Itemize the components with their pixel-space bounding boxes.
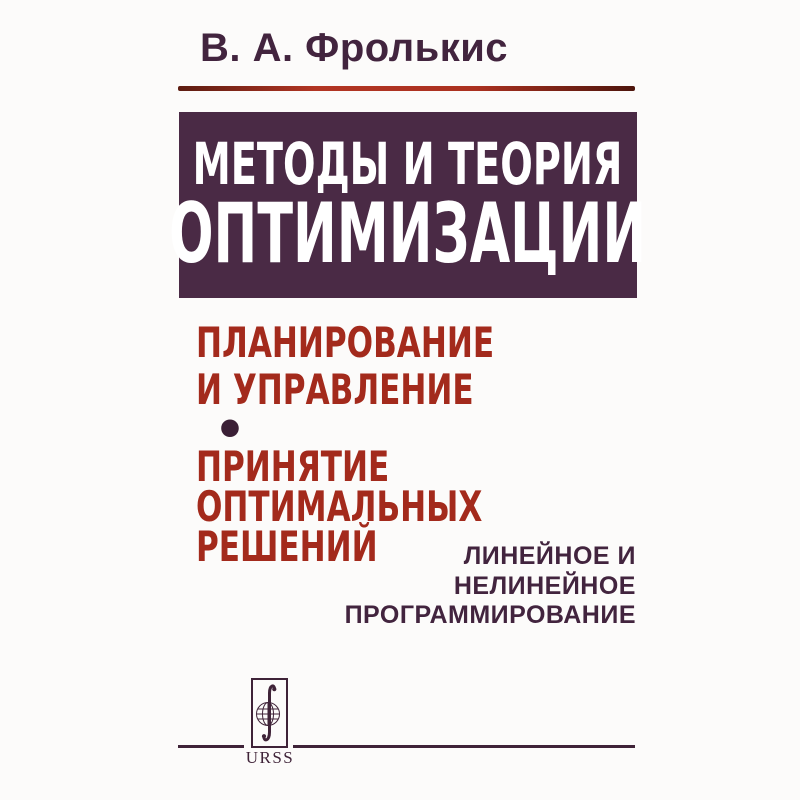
publisher-name: URSS [245,748,295,767]
subtitle-line-4: ОПТИМАЛЬНЫХ [196,482,483,531]
tagline-line-2: НЕЛИНЕЙНОЕ [453,571,636,600]
subtitle-block [196,318,599,571]
title-banner [169,112,647,298]
subtitle-line-1: ПЛАНИРОВАНИЕ [196,318,495,367]
subtitle-line-3: ПРИНЯТИЕ [196,442,390,491]
separator-bullet: • [214,401,246,459]
accent-rule [178,86,635,91]
title-line-1: МЕТОДЫ И ТЕОРИЯ [193,130,623,198]
title-line-2: ОПТИМИЗАЦИИ [169,185,647,282]
footer-rule-right [293,745,635,748]
publisher-logo [251,678,288,748]
tagline-line-3: ПРОГРАММИРОВАНИЕ [344,601,636,629]
subtitle-line-5: РЕШЕНИЙ [196,522,378,571]
tagline-block [345,542,636,631]
globe-integral-icon [251,678,288,748]
author-name: В. А. Фролькис [199,26,509,70]
footer-rule-left [178,745,244,748]
subtitle-line-2: И УПРАВЛЕНИЕ [196,365,474,414]
tagline-line-1: ЛИНЕЙНОЕ И [463,542,636,570]
